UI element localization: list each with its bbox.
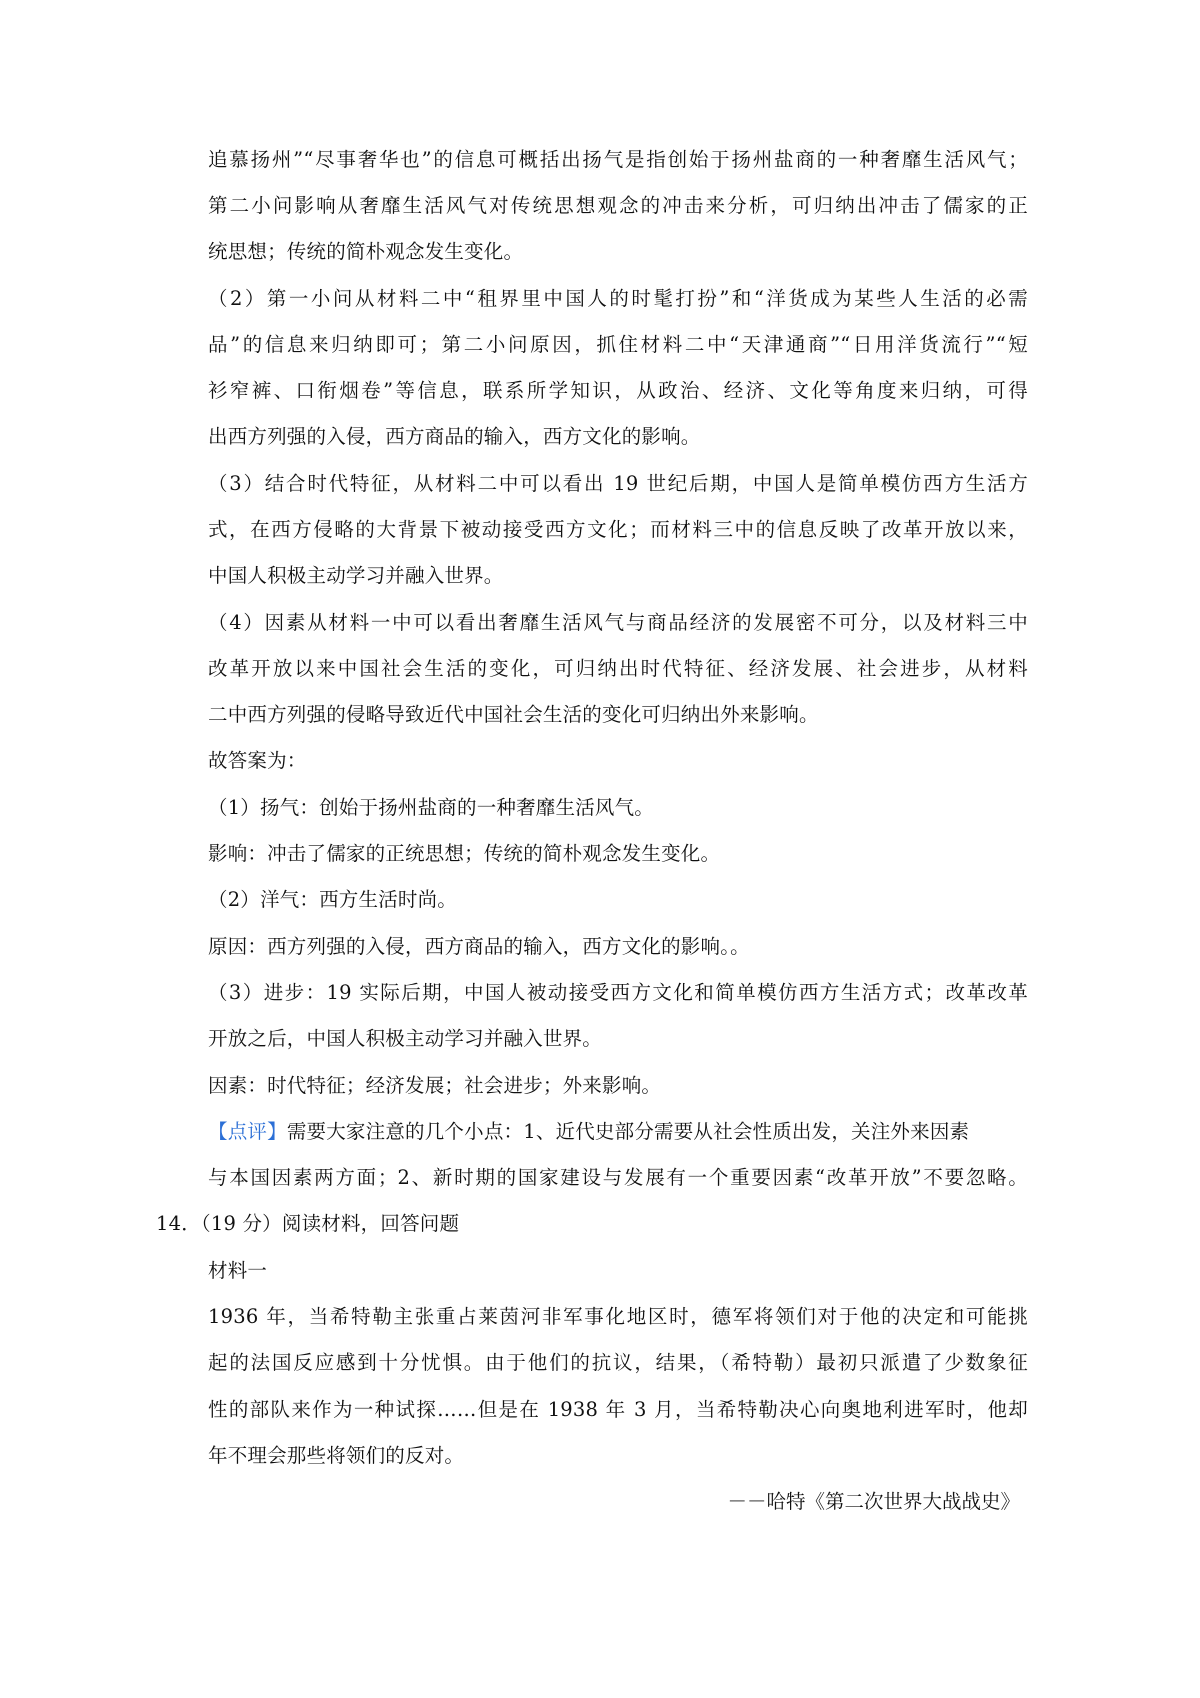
answer-line-5: （3）进步：19 实际后期，中国人被动接受西方文化和简单模仿西方生活方式；改革改革 (208, 981, 1028, 1004)
analysis-line-6: 衫窄裤、口衔烟卷”等信息，联系所学知识，从政治、经济、文化等角度来归纳，可得 (208, 379, 1028, 402)
comment-line-1 (208, 1118, 1028, 1146)
material-source: －－哈特《第二次世界大战战史》 (727, 1490, 1020, 1513)
answer-line-6: 开放之后，中国人积极主动学习并融入世界。 (208, 1027, 603, 1050)
analysis-line-4: （2）第一小问从材料二中“租界里中国人的时髦打扮”和“洋货成为某些人生活的必需 (208, 287, 1028, 310)
analysis-line-7: 出西方列强的入侵，西方商品的输入，西方文化的影响。 (208, 425, 701, 448)
analysis-line-10: 中国人积极主动学习并融入世界。 (208, 564, 504, 587)
comment-line-2: 与本国因素两方面；2、新时期的国家建设与发展有一个重要因素“改革开放”不要忽略。 (208, 1166, 1028, 1189)
analysis-line-5: 品”的信息来归纳即可；第二小问原因，抓住材料二中“天津通商”“日用洋货流行”“短 (208, 333, 1028, 356)
material-line-2: 起的法国反应感到十分忧惧。由于他们的抗议，结果，（希特勒）最初只派遣了少数象征 (208, 1351, 1028, 1374)
material-label: 材料一 (208, 1259, 268, 1282)
answer-line-2: 影响：冲击了儒家的正统思想；传统的简朴观念发生变化。 (208, 842, 721, 865)
analysis-line-2: 第二小问影响从奢靡生活风气对传统思想观念的冲击来分析，可归纳出冲击了儒家的正 (208, 194, 1028, 217)
analysis-line-1: 追慕扬州”“尽事奢华也”的信息可概括出扬气是指创始于扬州盐商的一种奢靡生活风气； (208, 148, 1028, 171)
answer-heading: 故答案为： (208, 749, 307, 772)
analysis-line-9: 式，在西方侵略的大背景下被动接受西方文化；而材料三中的信息反映了改革开放以来， (208, 518, 1028, 541)
analysis-line-12: 改革开放以来中国社会生活的变化，可归纳出时代特征、经济发展、社会进步，从材料 (208, 657, 1028, 680)
answer-line-3: （2）洋气：西方生活时尚。 (208, 888, 458, 911)
analysis-line-13: 二中西方列强的侵略导致近代中国社会生活的变化可归纳出外来影响。 (208, 703, 819, 726)
material-line-1: 1936 年，当希特勒主张重占莱茵河非军事化地区时，德军将领们对于他的决定和可能挑 (208, 1305, 1028, 1328)
material-line-3: 性的部队来作为一种试探……但是在 1938 年 3 月，当希特勒决心向奥地利进军时，他却 (208, 1398, 1028, 1421)
analysis-line-8: （3）结合时代特征，从材料二中可以看出 19 世纪后期，中国人是简单模仿西方生活方 (208, 472, 1028, 495)
answer-line-7: 因素：时代特征；经济发展；社会进步；外来影响。 (208, 1074, 662, 1097)
analysis-line-11: （4）因素从材料一中可以看出奢靡生活风气与商品经济的发展密不可分，以及材料三中 (208, 611, 1028, 634)
material-line-4: 年不理会那些将领们的反对。 (208, 1444, 465, 1467)
answer-line-1: （1）扬气：创始于扬州盐商的一种奢靡生活风气。 (208, 796, 655, 819)
comment-tag: 【点评】 (208, 1120, 287, 1143)
analysis-line-3: 统思想；传统的简朴观念发生变化。 (208, 240, 524, 263)
question-14-header: 14．（19 分）阅读材料，回答问题 (156, 1212, 460, 1235)
comment-text-1: 需要大家注意的几个小点：1、近代史部分需要从社会性质出发，关注外来因素 (286, 1120, 970, 1143)
answer-line-4: 原因：西方列强的入侵，西方商品的输入，西方文化的影响。。 (208, 935, 750, 958)
